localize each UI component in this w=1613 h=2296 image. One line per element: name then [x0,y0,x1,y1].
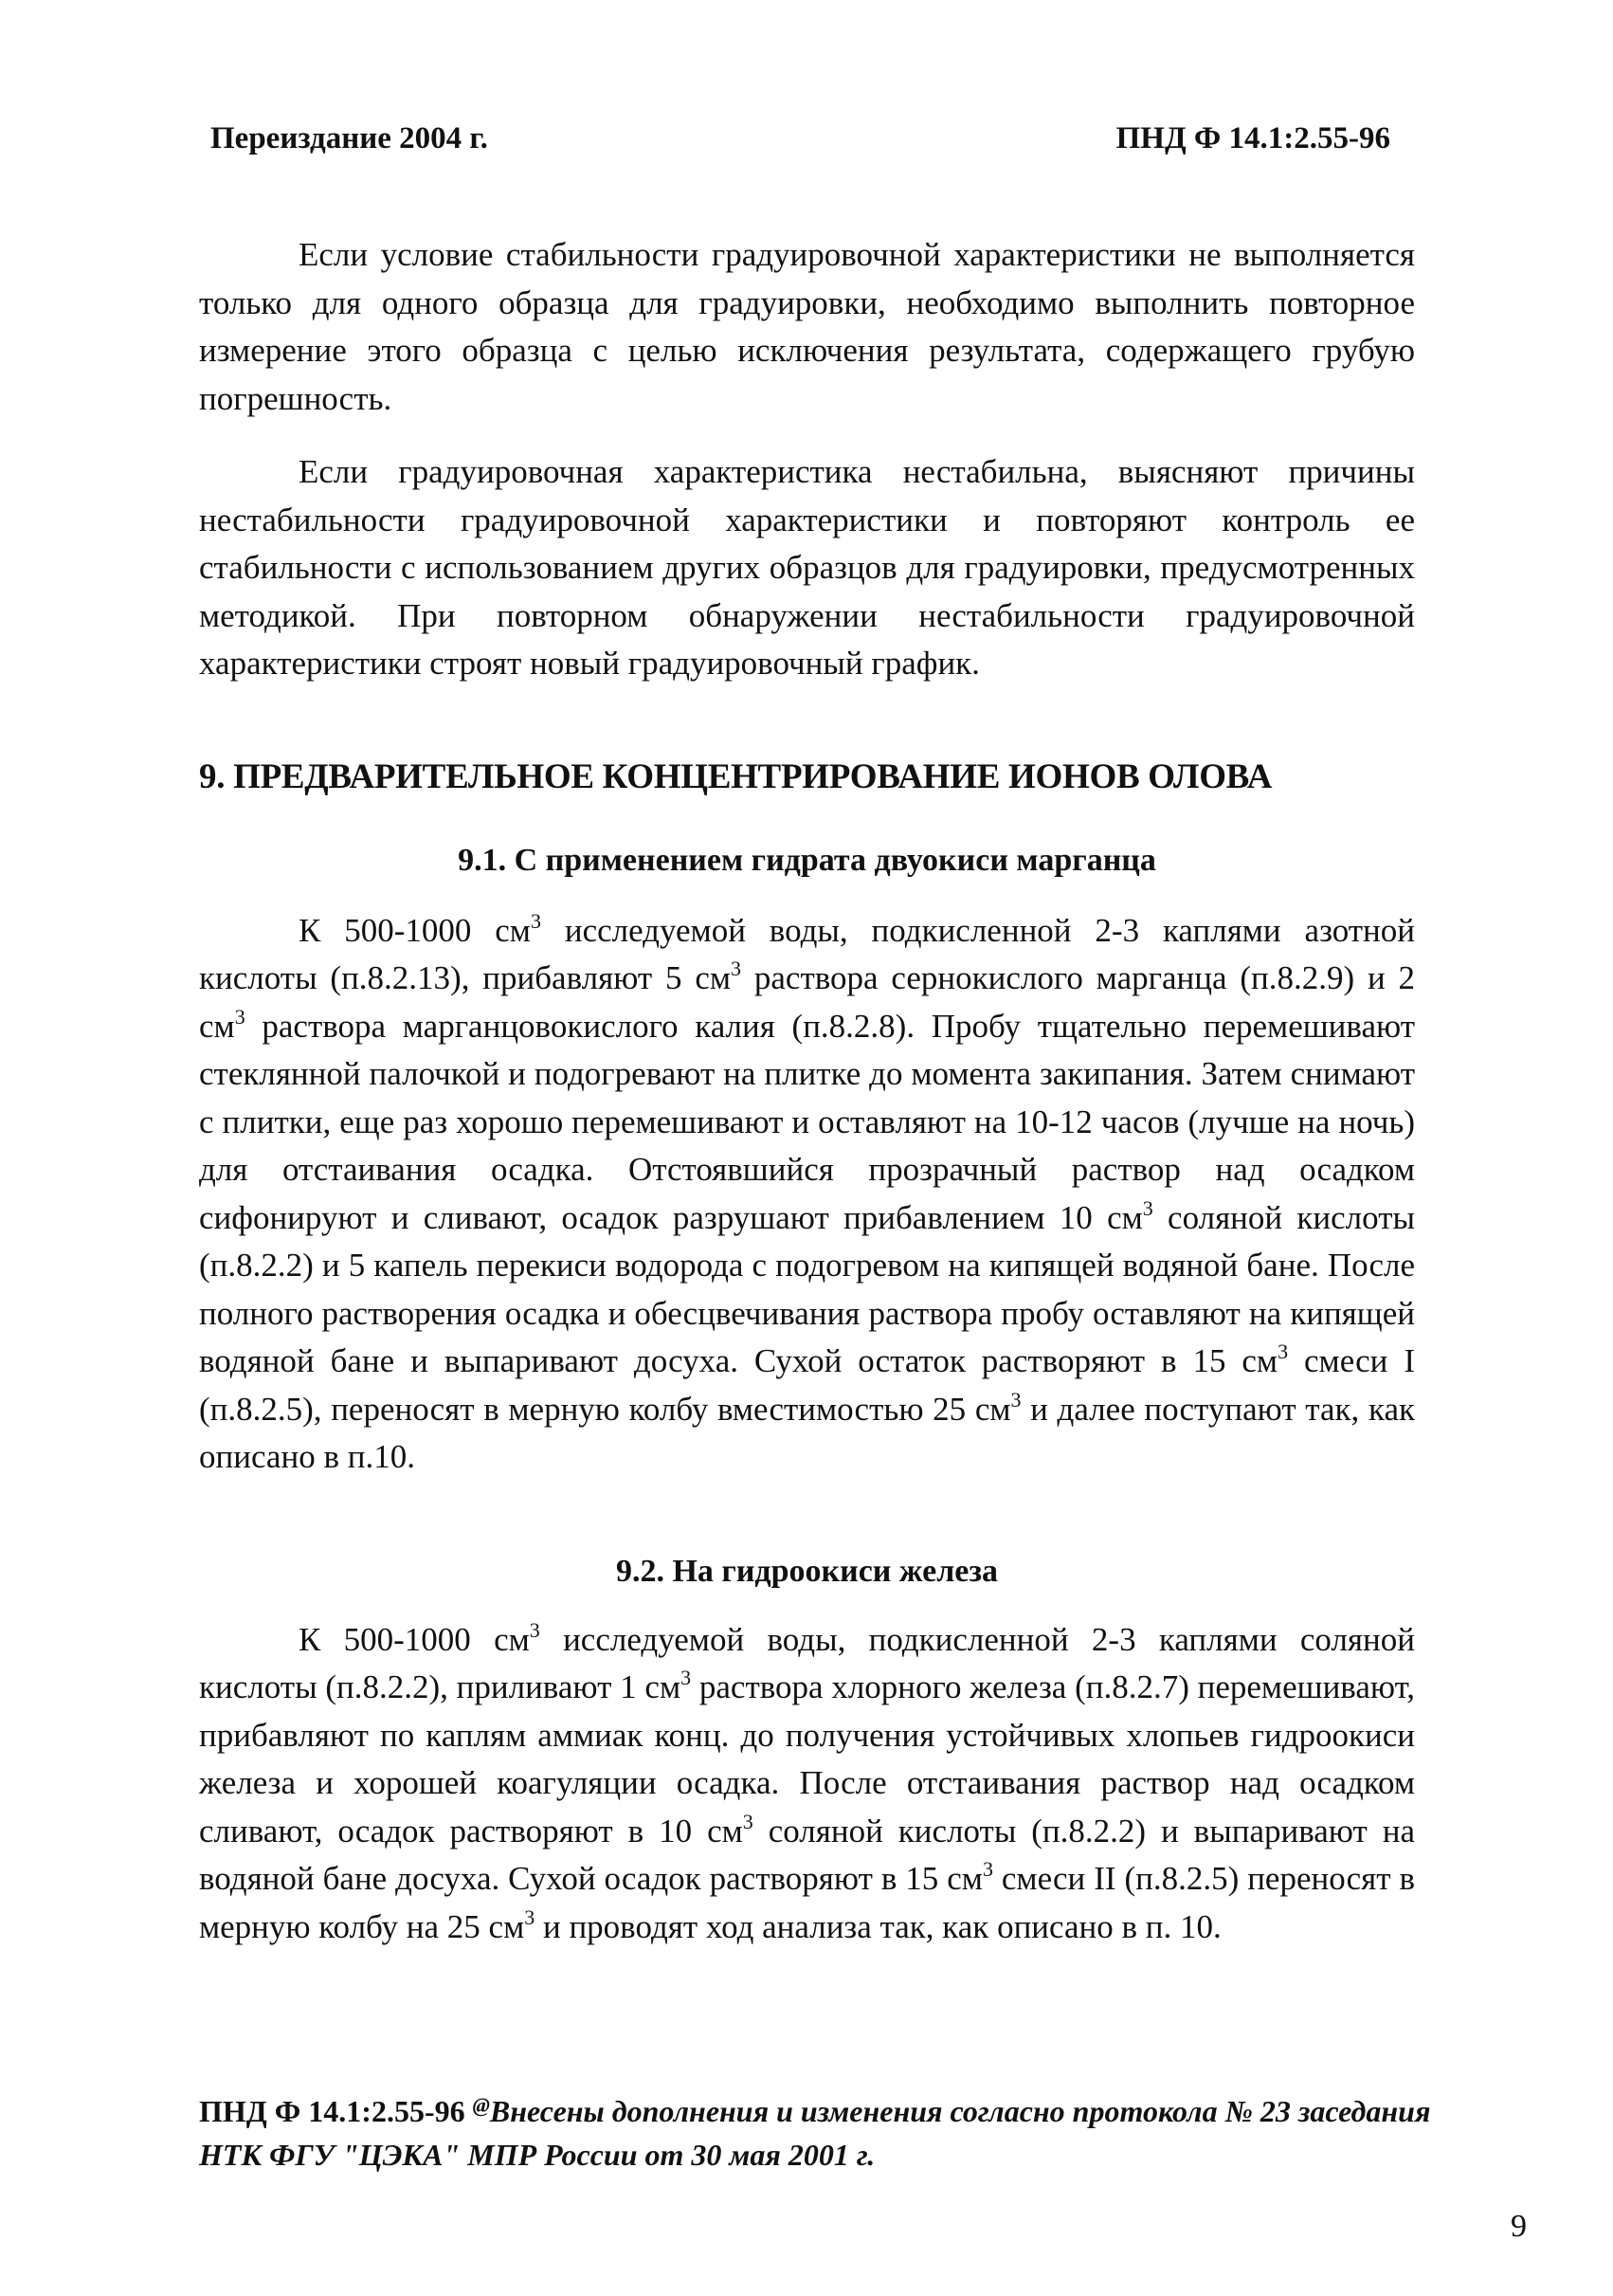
section-9-2-paragraph: К 500-1000 $см^3$ исследуемой воды, подкисленной 2-3 каплями соляной кислоты (п.8.2.2), приливают 1 $см^3$ раствора хлорного железа (п.8.2.7) перемешивают, прибавляют по каплям аммиак конц. до получения устойчивых хлопьев гидроокиси железа и хорошей коагуляции осадка. После отстаивания раствор над осадком сливают, осадок растворяют в 10 $см^3$ соляной кислоты (п.8.2.2) и выпаривают на водяной бане досуха. Сухой осадок растворяют в 15 $см^3$ смеси II (п.8.2.5) переносят в мерную колбу на 25 $см^3$ и проводят ход анализа так, как описано в п. 10. [199,1617,1416,1945]
page-header [210,121,1390,163]
section-9-title: 9. ПРЕДВАРИТЕЛЬНОЕ КОНЦЕНТРИРОВАНИЕ ИОНОВ ОЛОВА [199,756,1273,796]
section-9-2-title: 9.2. На гидроокиси железа [615,1553,999,1589]
intro-paragraph-1: Если условие стабильности градуировочной характеристики не выполняется только для одного образца для градуировки, необходимо выполнить повторное измерение этого образца с целью исключения результата, содержащего грубую погрешность. [199,236,1415,417]
main-content [199,231,1415,1951]
section-9-1-paragraph: К 500-1000 $см^3$ исследуемой воды, подкисленной 2-3 каплями азотной кислоты (п.8.2.13), прибавляют 5 $см^3$ раствора сернокислого марганца (п.8.2.9) и 2 $см^3$ раствора марганцовокислого калия (п.8.2.8). Пробу тщательно перемешивают стеклянной палочкой и подогревают на плитке до момента закипания. Затем снимают с плитки, еще раз хорошо перемешивают и оставляют на 10-12 часов (лучше на ночь) для отстаивания осадка. Отстоявшийся прозрачный раствор над осадком сифонируют и сливают, осадок разрушают прибавлением 10 $см^3$ соляной кислоты (п.8.2.2) и 5 капель перекиси водорода с подогревом на кипящей водяной бане. После полного растворения осадка и обесцвечивания раствора пробу оставляют на кипящей водяной бане и выпаривают досуха. Сухой остаток растворяют в 15 $см^3$ смеси I (п.8.2.5), переносят в мерную колбу вместимостью 25 $см^3$ и далее поступают так, как описано в п.10. [199,908,1416,1475]
section-9-1-title: 9.1. С применением гидрата двуокиси марганца [458,842,1156,878]
reissue-label: Переиздание 2004 г. [210,121,488,155]
footer-document-code: ПНД Ф 14.1:2.55-96 [199,2094,473,2128]
document-code: ПНД Ф 14.1:2.55-96 [1115,121,1390,155]
page-number: 9 [1511,2209,1527,2244]
amendment-note [199,2089,1431,2177]
amendment-text: Внесены дополнения и изменения согласно протокола № 23 заседания НТК ФГУ "ЦЭКА" МПР России от 30 мая 2001 г. [199,2094,1431,2172]
amendment-mark: @ [472,2093,490,2117]
intro-paragraph-2: Если градуировочная характеристика нестабильна, выясняют причины нестабильности градуировочной характеристики и повторяют контроль ее стабильности с использованием других образцов для градуировки, предусмотренных методикой. При повторном обнаружении нестабильности градуировочной характеристики строят новый градуировочный график. [199,453,1415,682]
